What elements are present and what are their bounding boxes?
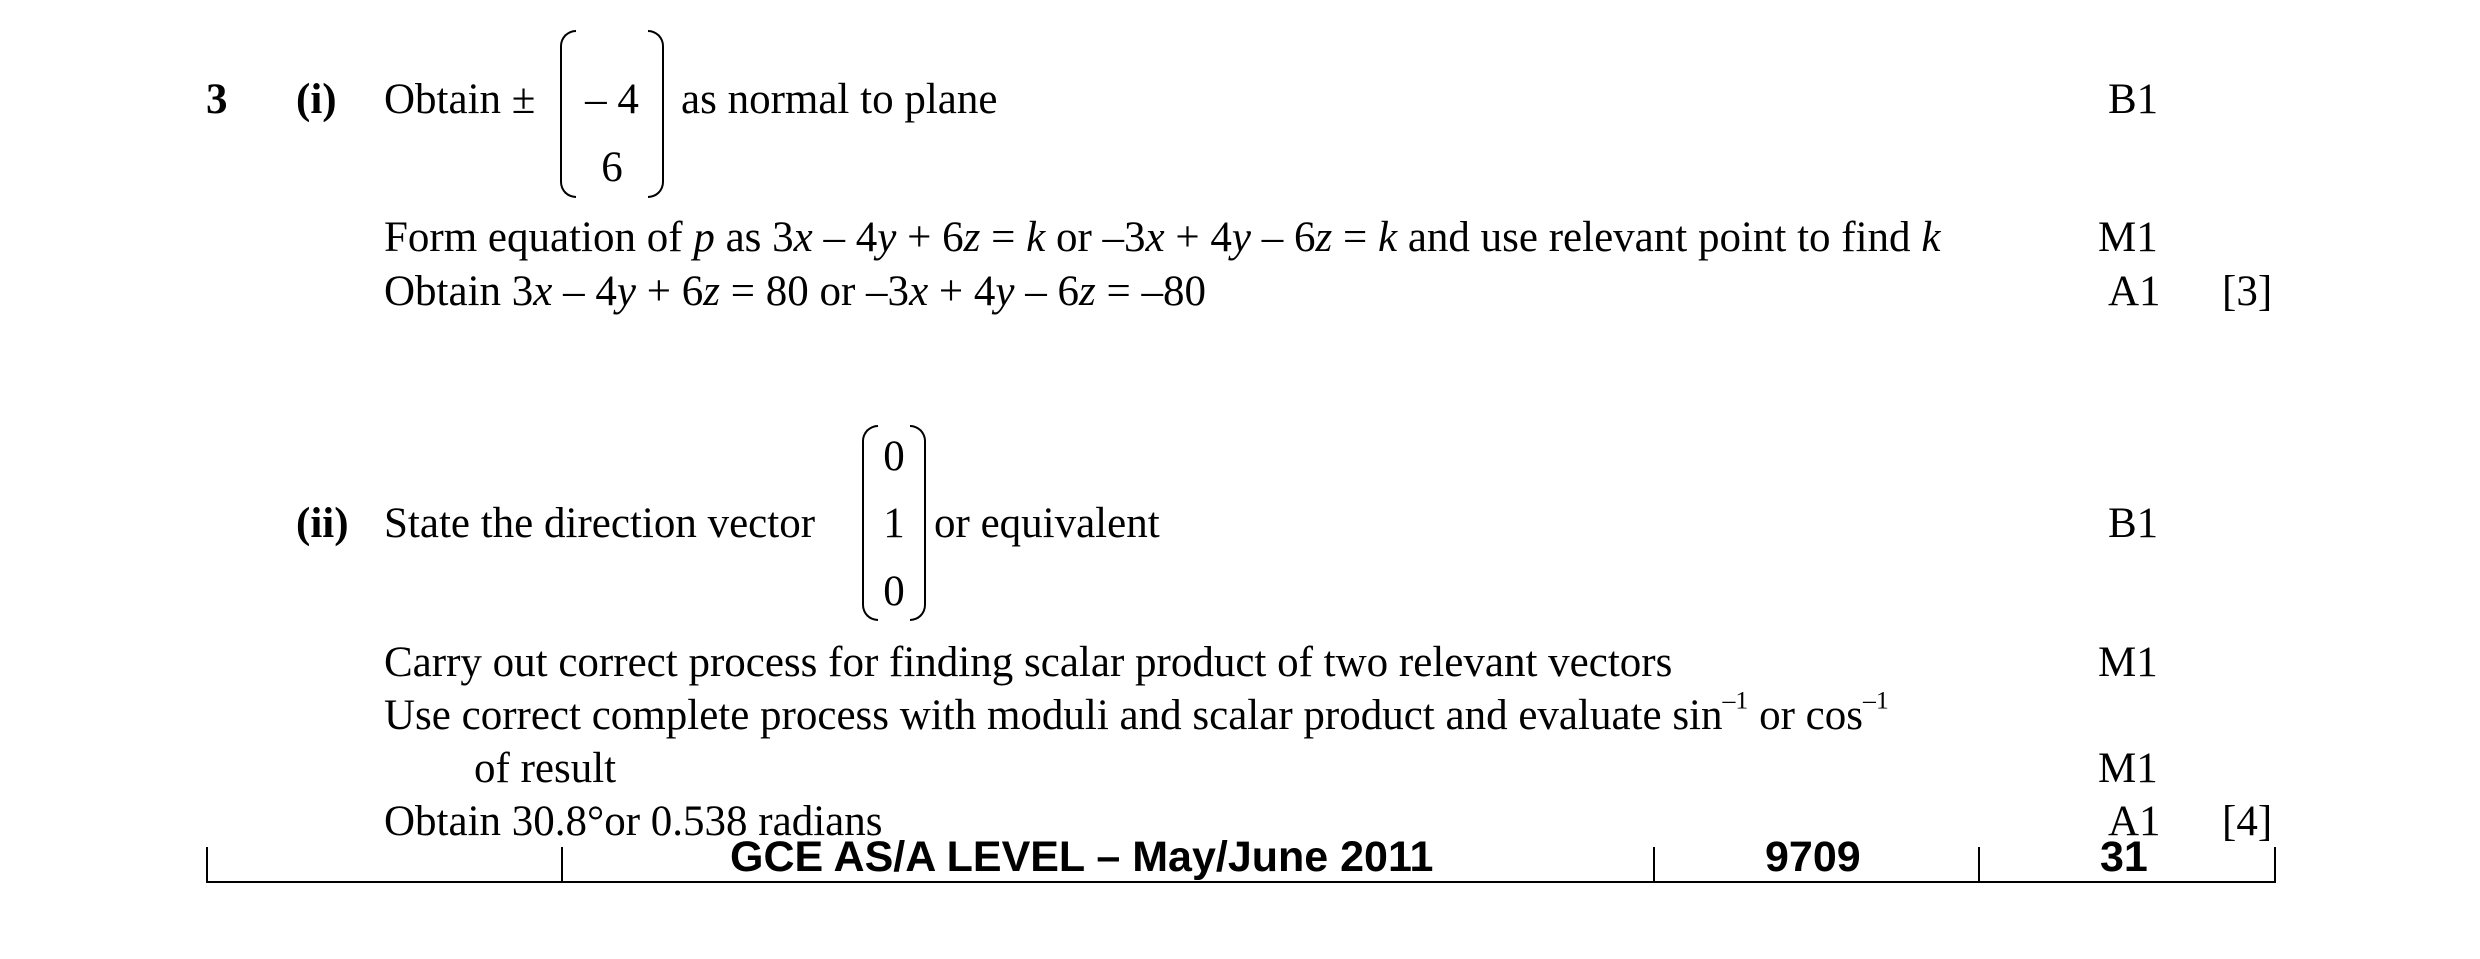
part-ii-line-3-continuation: of result xyxy=(474,745,617,792)
matrix-entry-3: 0 xyxy=(883,568,905,615)
part-i-total: [3] xyxy=(2222,268,2273,315)
part-i-line-1-mark: B1 xyxy=(2108,76,2159,123)
part-i-line-2-mark: M1 xyxy=(2098,214,2158,261)
question-number: 3 xyxy=(206,76,228,123)
part-ii-line-3-text: Use correct complete process with moduli and scalar product and evaluate $\sin^{-1}$ or $\cos^{-1}$ xyxy=(384,685,1889,739)
part-ii-line-1-text-before: State the direction vector xyxy=(384,500,816,547)
footer-paper: 31 xyxy=(2100,833,2148,881)
footer-exam-title: GCE AS/A LEVEL – May/June 2011 xyxy=(730,833,1434,881)
matrix-entry-1: 0 xyxy=(883,433,905,480)
footer-divider xyxy=(2274,847,2276,883)
part-ii-line-1-mark: B1 xyxy=(2108,500,2159,547)
part-i-line-1-text-after: as normal to plane xyxy=(681,76,998,123)
normal-vector-matrix xyxy=(560,30,664,198)
part-label-i: (i) xyxy=(296,76,337,123)
direction-vector-matrix xyxy=(862,425,926,621)
part-i-line-3-mark: A1 xyxy=(2108,268,2161,315)
footer-divider xyxy=(206,847,208,883)
part-ii-line-4-mark: A1 xyxy=(2108,798,2161,845)
footer-divider xyxy=(561,847,563,883)
footer-divider xyxy=(1653,847,1655,883)
part-ii-line-1-text-after: or equivalent xyxy=(934,500,1160,547)
footer-syllabus: 9709 xyxy=(1765,833,1861,881)
part-i-line-2-text: Form equation of p as 3x – 4y + 6z = k or –3x + 4y – 6z = k and use relevant point to find k xyxy=(384,214,1941,261)
part-i-line-3-text: Obtain 3x – 4y + 6z = 80 or –3x + 4y – 6z = –80 xyxy=(384,268,1207,315)
part-ii-line-2-mark: M1 xyxy=(2098,639,2158,686)
matrix-entry-2: 1 xyxy=(883,500,905,547)
matrix-entry-3: 6 xyxy=(601,144,623,191)
footer-bottom-rule xyxy=(206,881,2276,883)
part-ii-line-3-mark: M1 xyxy=(2098,745,2158,792)
part-ii-line-4-text: Obtain 30.8°or 0.538 radians xyxy=(384,798,883,845)
part-ii-total: [4] xyxy=(2222,798,2273,845)
part-ii-line-2-text: Carry out correct process for finding scalar product of two relevant vectors xyxy=(384,639,1673,686)
footer-divider xyxy=(1978,847,1980,883)
part-label-ii: (ii) xyxy=(296,500,349,547)
matrix-entry-2: – 4 xyxy=(585,76,639,123)
part-i-line-1-text-before: Obtain ± xyxy=(384,76,536,123)
